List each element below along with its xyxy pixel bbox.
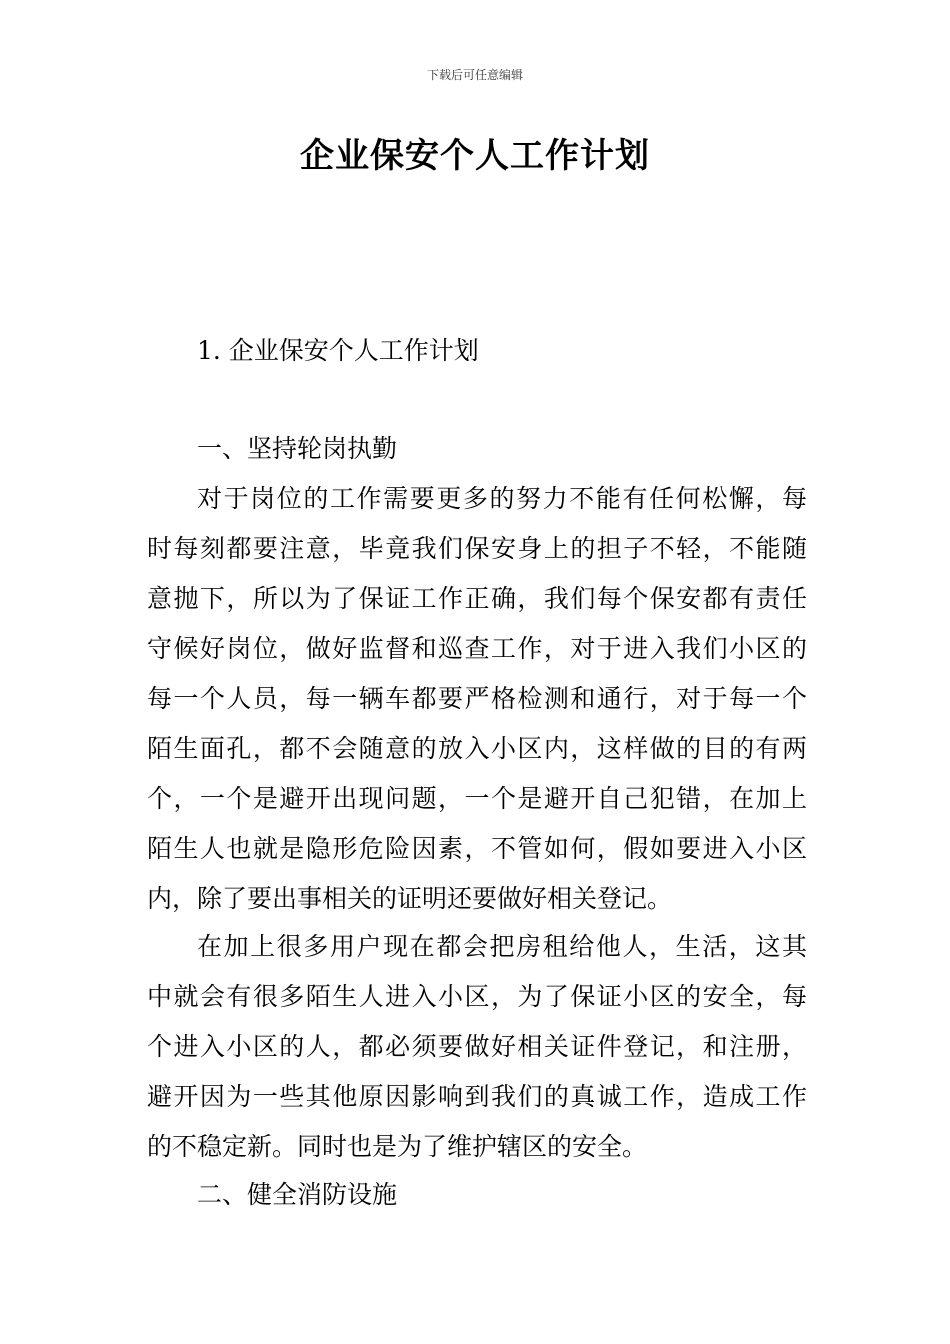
- section-heading-2: 二、健全消防设施: [197, 1180, 398, 1209]
- header-note: 下载后可任意编辑: [426, 68, 523, 82]
- paragraph-line: 在加上很多用户现在都会把房租给他人，生活，这其: [197, 932, 807, 961]
- paragraph-line: 陌生面孔，都不会随意的放入小区内，这样做的目的有两: [147, 734, 807, 763]
- paragraph-line: 个进入小区的人，都必须要做好相关证件登记，和注册，: [147, 1032, 807, 1061]
- paragraph-line: 避开因为一些其他原因影响到我们的真诚工作，造成工作: [147, 1082, 807, 1111]
- subheading: 1. 企业保安个人工作计划: [197, 336, 479, 365]
- paragraph-line: 的不稳定新。同时也是为了维护辖区的安全。: [147, 1132, 648, 1161]
- section-heading-1: 一、坚持轮岗执勤: [197, 434, 398, 463]
- paragraph-line: 内，除了要出事相关的证明还要做好相关登记。: [147, 884, 673, 913]
- paragraph-line: 个，一个是避开出现问题，一个是避开自己犯错，在加上: [147, 784, 807, 813]
- document-title: 企业保安个人工作计划: [300, 136, 650, 176]
- paragraph-line: 对于岗位的工作需要更多的努力不能有任何松懈，每: [197, 484, 807, 513]
- paragraph-line: 意抛下，所以为了保证工作正确，我们每个保安都有责任: [147, 584, 807, 613]
- paragraph-line: 守候好岗位，做好监督和巡查工作，对于进入我们小区的: [147, 634, 807, 663]
- paragraph-line: 陌生人也就是隐形危险因素，不管如何，假如要进入小区: [147, 834, 807, 863]
- paragraph-line: 每一个人员，每一辆车都要严格检测和通行，对于每一个: [147, 684, 807, 713]
- paragraph-line: 时每刻都要注意，毕竟我们保安身上的担子不轻，不能随: [147, 534, 807, 563]
- paragraph-line: 中就会有很多陌生人进入小区，为了保证小区的安全，每: [147, 982, 807, 1011]
